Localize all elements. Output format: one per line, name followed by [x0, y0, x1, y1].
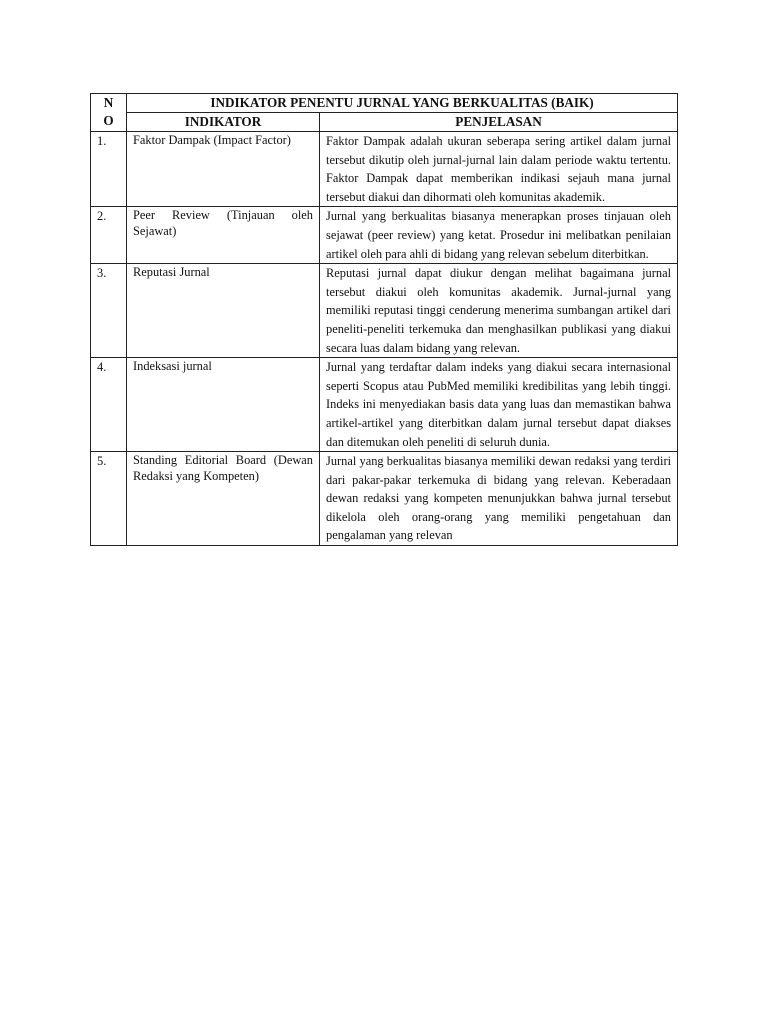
indikator-cell: Indeksasi jurnal [127, 358, 320, 452]
indicator-table [90, 93, 678, 546]
no-header-line2: O [103, 113, 114, 128]
table-row [91, 358, 678, 452]
penjelasan-cell: Jurnal yang terdaftar dalam indeks yang diakui secara internasional seperti Scopus atau PubMed memiliki kredibilitas yang lebih tinggi. Indeks ini menyediakan basis data yang luas dan memastikan bahwa artikel-artikel yang diterbitkan dalam jurnal tersebut dapat diakses dan ditemukan oleh peneliti di seluruh dunia. [320, 358, 678, 452]
table-row [91, 132, 678, 207]
row-number: 2. [91, 207, 127, 264]
penjelasan-cell: Jurnal yang berkualitas biasanya menerapkan proses tinjauan oleh sejawat (peer review) yang ketat. Prosedur ini melibatkan penilaian artikel oleh para ahli di bidang yang relevan sebelum diterbitkan. [320, 207, 678, 264]
no-column-header [91, 94, 127, 132]
penjelasan-cell: Reputasi jurnal dapat diukur dengan melihat bagaimana jurnal tersebut diakui oleh komunitas akademik. Jurnal-jurnal yang memiliki reputasi tinggi cenderung menerima sumbangan artikel dari peneliti-peneliti terkemuka dan menghasilkan publikasi yang diakui secara luas dalam bidang yang relevan. [320, 264, 678, 358]
indikator-cell: Peer Review (Tinjauan oleh Sejawat) [127, 207, 320, 264]
table-row [91, 264, 678, 358]
indikator-cell: Standing Editorial Board (Dewan Redaksi yang Kompeten) [127, 452, 320, 546]
indikator-column-header: INDIKATOR [127, 113, 320, 132]
penjelasan-cell: Faktor Dampak adalah ukuran seberapa sering artikel dalam jurnal tersebut dikutip oleh jurnal-jurnal lain dalam periode waktu tertentu. Faktor Dampak dapat memberikan indikasi sejauh mana jurnal tersebut diakui dan dihormati oleh komunitas akademik. [320, 132, 678, 207]
indikator-cell: Reputasi Jurnal [127, 264, 320, 358]
table-title: INDIKATOR PENENTU JURNAL YANG BERKUALITAS (BAIK) [127, 94, 678, 113]
row-number: 3. [91, 264, 127, 358]
indikator-cell: Faktor Dampak (Impact Factor) [127, 132, 320, 207]
row-number: 5. [91, 452, 127, 546]
table-title-row [91, 94, 678, 113]
row-number: 4. [91, 358, 127, 452]
table-row [91, 452, 678, 546]
table-row [91, 207, 678, 264]
row-number: 1. [91, 132, 127, 207]
table-header-row [91, 113, 678, 132]
no-header-line1: N [103, 95, 114, 110]
penjelasan-column-header: PENJELASAN [320, 113, 678, 132]
penjelasan-cell: Jurnal yang berkualitas biasanya memiliki dewan redaksi yang terdiri dari pakar-pakar terkemuka di bidang yang relevan. Keberadaan dewan redaksi yang kompeten menunjukkan bahwa jurnal tersebut dikelola oleh orang-orang yang memiliki pengetahuan dan pengalaman yang relevan [320, 452, 678, 546]
